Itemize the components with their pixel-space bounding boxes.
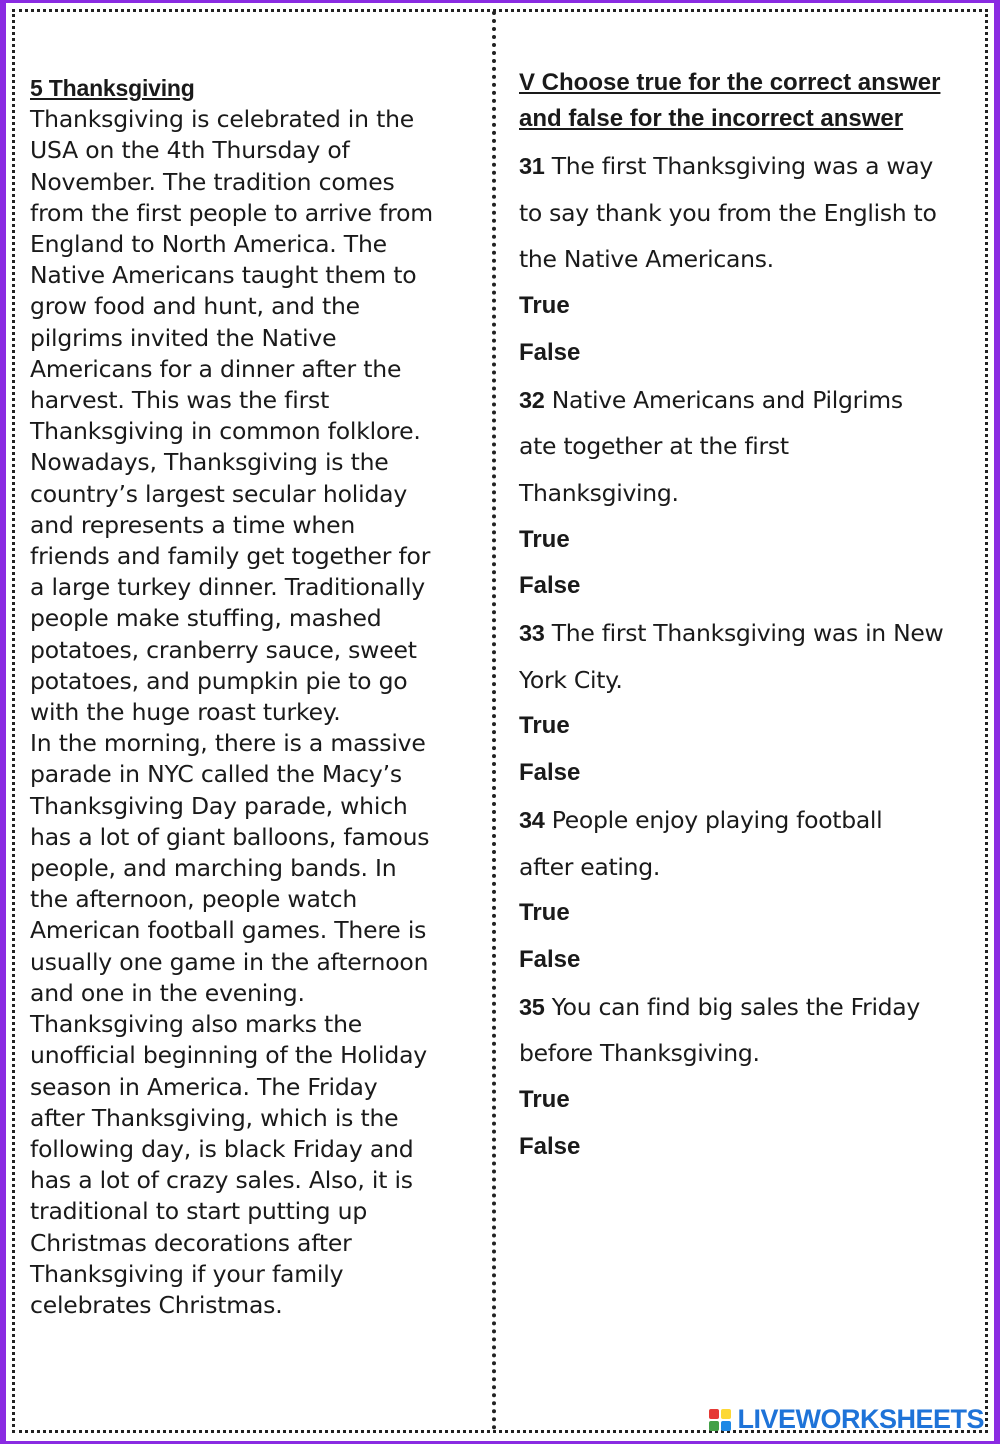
true-option[interactable]: True bbox=[519, 712, 570, 740]
question-text bbox=[519, 143, 969, 283]
exercise-column bbox=[519, 65, 969, 1170]
false-option[interactable]: False bbox=[519, 945, 581, 973]
question-33 bbox=[519, 610, 969, 797]
question-text bbox=[519, 610, 969, 703]
logo-text: LIVEWORKSHEETS bbox=[737, 1404, 984, 1434]
true-option[interactable]: True bbox=[519, 292, 570, 320]
question-34 bbox=[519, 797, 969, 984]
question-number: 31 bbox=[519, 153, 545, 179]
question-number: 33 bbox=[519, 620, 545, 647]
true-option[interactable]: True bbox=[519, 1086, 570, 1114]
question-31 bbox=[519, 143, 969, 377]
column-divider bbox=[492, 11, 496, 1431]
reading-column bbox=[30, 73, 478, 1321]
question-statement: Native Americans and Pilgrims ate together at the first Thanksgiving. bbox=[519, 385, 903, 507]
false-option[interactable]: False bbox=[519, 759, 581, 787]
question-number: 32 bbox=[519, 386, 545, 413]
question-statement: The first Thanksgiving was a way to say thank you from the English to the Native Americans. bbox=[519, 152, 937, 274]
question-number: 34 bbox=[519, 806, 545, 833]
true-option[interactable]: True bbox=[519, 899, 570, 927]
false-option[interactable]: False bbox=[519, 338, 581, 366]
false-option[interactable]: False bbox=[519, 1132, 581, 1160]
question-statement: You can find big sales the Friday before Thanksgiving. bbox=[519, 992, 920, 1068]
question-text bbox=[519, 797, 969, 890]
question-text bbox=[519, 377, 969, 517]
reading-text: Thanksgiving is celebrated in the USA on the 4th Thursday of November. The tradition comes from the first people to arrive from England to North America. The Native Americans taught them to grow food and hunt, and the pilgrims invited the Native Americans for a dinner after the harvest. This was the first Thanksgiving in common folklore. Nowadays, Thanksgiving is the country’s largest secular holiday and represents a time when friends and family get together for a large turkey dinner. Traditionally people make stuffing, mashed potatoes, cranberry sauce, sweet potatoes, and pumpkin pie to go with the huge roast turkey. In the morning, there is a massive parade in NYC called the Macy’s Thanksgiving Day parade, which has a lot of giant balloons, famous people, and marching bands. In the afternoon, people watch American football games. There is usually one game in the afternoon and one in the evening. Thanksgiving also marks the unofficial beginning of the Holiday season in America. The Friday after Thanksgiving, which is the following day, is black Friday and has a lot of crazy sales. Also, it is traditional to start putting up Christmas decorations after Thanksgiving if your family celebrates Christmas. bbox=[30, 105, 433, 1319]
question-text bbox=[519, 984, 969, 1077]
logo-blocks-icon bbox=[709, 1409, 733, 1431]
question-statement: The first Thanksgiving was in New York City. bbox=[519, 619, 944, 694]
reading-title: 5 Thanksgiving bbox=[30, 75, 195, 101]
false-option[interactable]: False bbox=[519, 572, 581, 600]
exercise-heading: V Choose true for the correct answer and false for the incorrect answer bbox=[519, 69, 941, 132]
true-option[interactable]: True bbox=[519, 525, 570, 553]
question-35 bbox=[519, 984, 969, 1171]
question-number: 35 bbox=[519, 993, 545, 1020]
liveworksheets-logo bbox=[709, 1404, 984, 1435]
question-32 bbox=[519, 377, 969, 611]
question-statement: People enjoy playing football after eating. bbox=[519, 805, 883, 881]
